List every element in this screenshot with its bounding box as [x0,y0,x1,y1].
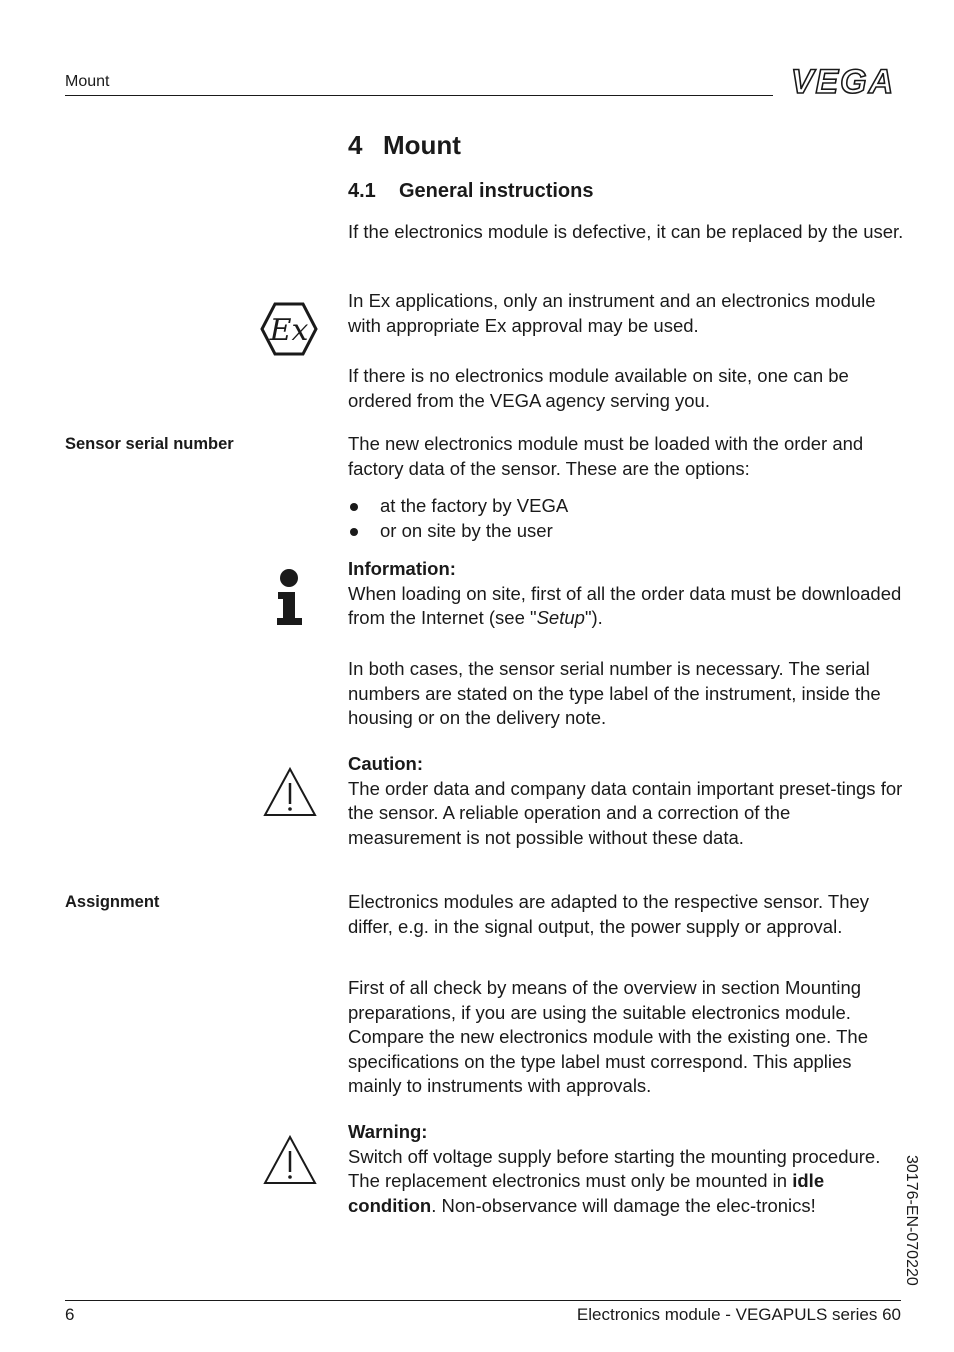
warning-text: Switch off voltage supply before starting the mounting procedure. The replacement electronics must only be mounted in idle condition. Non-observance will damage the elec-tronics! [348,1145,881,1216]
warning-triangle-icon [262,1134,318,1186]
warning-triangle-icon [262,766,318,818]
side-label-serial: Sensor serial number [65,435,234,453]
running-header: Mount [65,73,110,90]
caution-text: The order data and company data contain important preset-tings for the sensor. A reliable operation and a correction of the measurement is not possible without these data. [348,777,903,848]
vega-logo [783,63,903,99]
warning-notice [348,1120,908,1218]
header-divider [65,95,773,96]
section-heading [348,180,594,203]
information-notice [348,557,908,631]
footer-divider [65,1300,901,1301]
warning-title: Warning: [348,1121,428,1142]
caution-notice [348,752,908,850]
chapter-title: Mount [383,130,461,160]
section-number: 4.1 [348,180,376,202]
information-title: Information: [348,558,456,579]
svg-text:Ex: Ex [269,313,309,348]
svg-text:VEGA: VEGA [790,63,896,99]
information-text: When loading on site, first of all the order data must be downloaded from the Internet (see "Setup"). [348,582,902,628]
list-item: or on site by the user [348,519,908,544]
list-item: at the factory by VEGA [348,494,908,519]
serial-paragraph: The new electronics module must be loaded with the order and factory data of the sensor. These are the options: [348,433,864,479]
ex-order-paragraph: If there is no electronics module available on site, one can be ordered from the VEGA agency serving you. [348,365,849,411]
chapter-heading [348,130,461,161]
options-list [348,494,908,543]
caution-title: Caution: [348,753,424,774]
page-number: 6 [65,1305,75,1324]
section-title: General instructions [399,180,594,202]
side-label-assignment: Assignment [65,893,160,911]
ex-hexagon-icon [260,302,318,356]
document-number: 30176-EN-070220 [903,1155,920,1286]
assignment-paragraph: Electronics modules are adapted to the respective sensor. They differ, e.g. in the signal output, the power supply or approval. [348,891,870,937]
footer-document-title: Electronics module - VEGAPULS series 60 [576,1305,901,1324]
chapter-number: 4 [348,130,363,160]
information-icon [275,568,305,626]
check-paragraph: First of all check by means of the overview in section Mounting preparations, if you are using the suitable electronics module. Compare the new electronics module with the existing one. The specifications on the type label must correspond. This applies mainly to instruments with approvals. [348,977,868,1096]
serial-number-paragraph: In both cases, the sensor serial number is necessary. The serial numbers are stated on the type label of the instrument, inside the housing or on the delivery note. [348,658,881,728]
ex-paragraph: In Ex applications, only an instrument and an electronics module with appropriate Ex approval may be used. [348,290,876,336]
intro-paragraph: If the electronics module is defective, it can be replaced by the user. [348,221,904,242]
